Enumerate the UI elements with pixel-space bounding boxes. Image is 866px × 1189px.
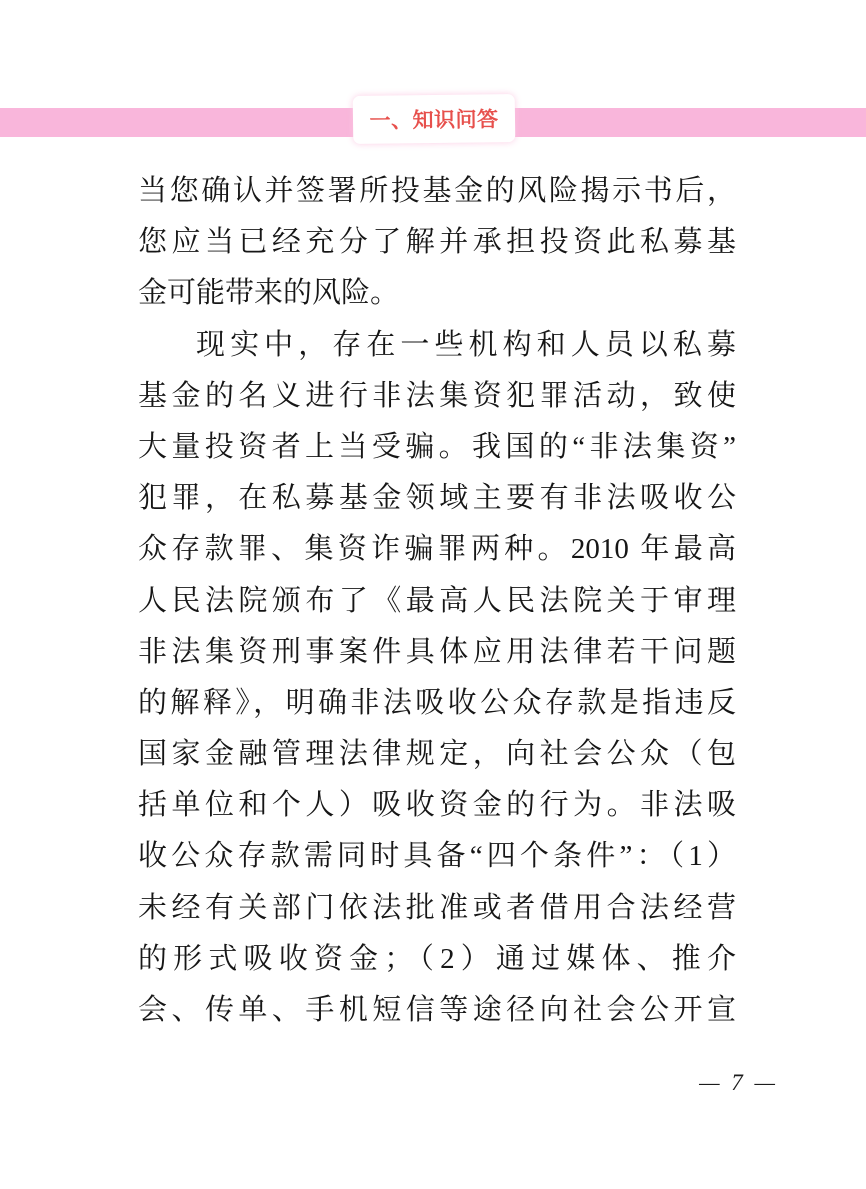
text-line: 括单位和个人）吸收资金的行为。非法吸 — [138, 789, 736, 822]
text-line: 未经有关部门依法批准或者借用合法经营 — [138, 891, 736, 924]
text-line: 大量投资者上当受骗。我国的“非法集资” — [138, 430, 736, 463]
text-line: 当您确认并签署所投基金的风险揭示书后， — [138, 175, 736, 207]
text-line: 基金的名义进行非法集资犯罪活动，致使 — [138, 379, 736, 412]
text-line: 众存款罪、集资诈骗罪两种。2010 年最高 — [138, 533, 736, 566]
text-line: 犯罪，在私募基金领域主要有非法吸收公 — [138, 482, 736, 515]
section-title: 一、知识问答 — [369, 108, 499, 133]
text-line: 现实中，存在一些机构和人员以私募 — [196, 328, 736, 361]
text-line: 非法集资刑事案件具体应用法律若干问题 — [138, 635, 736, 668]
body-text — [138, 166, 736, 1036]
text-line: 人民法院颁布了《最高人民法院关于审理 — [138, 584, 736, 617]
section-tab — [353, 94, 516, 144]
text-line: 金可能带来的风险。 — [138, 277, 400, 310]
text-line: 您应当已经充分了解并承担投资此私募基 — [138, 226, 736, 259]
text-line: 国家金融管理法律规定，向社会公众（包 — [138, 738, 736, 771]
text-line: 的解释》，明确非法吸收公众存款是指违反 — [138, 686, 736, 719]
text-line: 的形式吸收资金；（2）通过媒体、推介 — [138, 942, 736, 975]
text-line: 收公众存款需同时具备“四个条件”：（1） — [138, 840, 736, 873]
page-number: — 7 — — [699, 1070, 778, 1095]
text-line: 会、传单、手机短信等途径向社会公开宣 — [138, 994, 736, 1026]
